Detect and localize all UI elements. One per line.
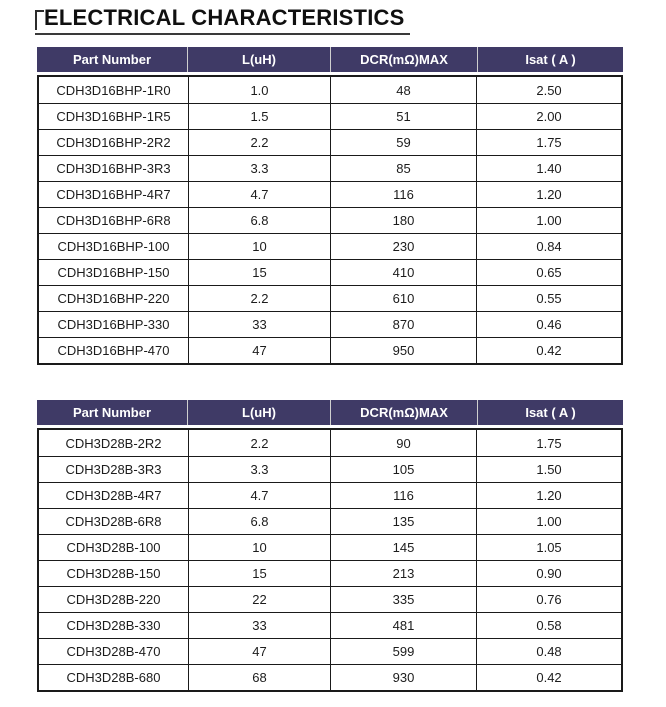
value-cell: 950 <box>330 338 476 363</box>
table-header-row <box>37 47 623 72</box>
value-cell: 135 <box>330 509 476 534</box>
part-number-cell: CDH3D28B-4R7 <box>65 488 162 503</box>
column-header: L(uH) <box>187 47 330 72</box>
column-header: Part Number <box>72 52 152 67</box>
value-cell: 68 <box>188 665 330 690</box>
table-row <box>39 586 621 612</box>
value-cell: 2.00 <box>476 104 621 129</box>
table-row <box>39 77 621 103</box>
value-cell: 1.75 <box>476 130 621 155</box>
table-row <box>39 103 621 129</box>
table-row <box>39 456 621 482</box>
value-cell: 1.0 <box>188 77 330 103</box>
part-number-cell: CDH3D28B-470 <box>66 644 161 659</box>
table-row <box>39 311 621 337</box>
value-cell: 4.7 <box>188 182 330 207</box>
value-cell: 1.00 <box>476 208 621 233</box>
value-cell: 0.48 <box>476 639 621 664</box>
value-cell: 0.65 <box>476 260 621 285</box>
table-row <box>39 207 621 233</box>
value-cell: 3.3 <box>188 156 330 181</box>
value-cell: 4.7 <box>188 483 330 508</box>
value-cell: 0.42 <box>476 665 621 690</box>
value-cell: 0.42 <box>476 338 621 363</box>
value-cell: 105 <box>330 457 476 482</box>
value-cell: 2.2 <box>188 130 330 155</box>
value-cell: 1.40 <box>476 156 621 181</box>
column-header: DCR(mΩ)MAX <box>330 47 477 72</box>
electrical-characteristics-table-cdh3d16bhp <box>37 47 623 365</box>
part-number-cell: CDH3D28B-3R3 <box>65 462 162 477</box>
part-number-cell: CDH3D28B-220 <box>66 592 161 607</box>
value-cell: 1.05 <box>476 535 621 560</box>
value-cell: 2.2 <box>188 430 330 456</box>
value-cell: 22 <box>188 587 330 612</box>
table-row <box>39 482 621 508</box>
part-number-cell: CDH3D16BHP-1R0 <box>56 82 171 98</box>
table-row <box>39 233 621 259</box>
value-cell: 47 <box>188 639 330 664</box>
column-header: Part Number <box>72 405 152 420</box>
table-row <box>39 430 621 456</box>
value-cell: 85 <box>330 156 476 181</box>
value-cell: 0.90 <box>476 561 621 586</box>
part-number-cell: CDH3D28B-150 <box>66 566 161 581</box>
value-cell: 1.20 <box>476 483 621 508</box>
table-row <box>39 259 621 285</box>
value-cell: 0.58 <box>476 613 621 638</box>
table-row <box>39 638 621 664</box>
value-cell: 599 <box>330 639 476 664</box>
value-cell: 3.3 <box>188 457 330 482</box>
value-cell: 0.76 <box>476 587 621 612</box>
table-row <box>39 664 621 690</box>
table-row <box>39 155 621 181</box>
part-number-cell: CDH3D28B-2R2 <box>65 435 162 451</box>
part-number-cell: CDH3D28B-680 <box>66 670 161 685</box>
part-number-cell: CDH3D16BHP-150 <box>57 265 170 280</box>
value-cell: 1.20 <box>476 182 621 207</box>
part-number-cell: CDH3D16BHP-4R7 <box>56 187 171 202</box>
value-cell: 15 <box>188 561 330 586</box>
value-cell: 48 <box>330 77 476 103</box>
value-cell: 0.46 <box>476 312 621 337</box>
column-header: DCR(mΩ)MAX <box>330 400 477 425</box>
value-cell: 33 <box>188 312 330 337</box>
part-number-cell: CDH3D16BHP-6R8 <box>56 213 171 228</box>
page-title: ELECTRICAL CHARACTERISTICS <box>44 5 405 30</box>
value-cell: 145 <box>330 535 476 560</box>
value-cell: 213 <box>330 561 476 586</box>
value-cell: 1.75 <box>476 430 621 456</box>
part-number-cell: CDH3D28B-6R8 <box>65 514 162 529</box>
value-cell: 33 <box>188 613 330 638</box>
table-row <box>39 534 621 560</box>
value-cell: 51 <box>330 104 476 129</box>
part-number-cell: CDH3D16BHP-470 <box>57 343 170 358</box>
table-row <box>39 181 621 207</box>
table-body <box>37 75 623 365</box>
column-header: L(uH) <box>187 400 330 425</box>
table-row <box>39 285 621 311</box>
section-title-block <box>35 4 410 35</box>
value-cell: 0.84 <box>476 234 621 259</box>
value-cell: 90 <box>330 430 476 456</box>
corner-bracket-icon <box>35 10 44 30</box>
value-cell: 230 <box>330 234 476 259</box>
value-cell: 6.8 <box>188 208 330 233</box>
value-cell: 15 <box>188 260 330 285</box>
value-cell: 410 <box>330 260 476 285</box>
value-cell: 0.55 <box>476 286 621 311</box>
value-cell: 610 <box>330 286 476 311</box>
value-cell: 2.2 <box>188 286 330 311</box>
table-row <box>39 612 621 638</box>
value-cell: 481 <box>330 613 476 638</box>
value-cell: 116 <box>330 182 476 207</box>
column-header: Isat ( A ) <box>477 400 623 425</box>
table-body <box>37 428 623 692</box>
value-cell: 10 <box>188 535 330 560</box>
table-row <box>39 560 621 586</box>
part-number-cell: CDH3D28B-330 <box>66 618 161 633</box>
value-cell: 2.50 <box>476 77 621 103</box>
part-number-cell: CDH3D16BHP-3R3 <box>56 161 171 176</box>
part-number-cell: CDH3D16BHP-330 <box>57 317 170 332</box>
electrical-characteristics-table-cdh3d28b <box>37 400 623 692</box>
value-cell: 10 <box>188 234 330 259</box>
value-cell: 930 <box>330 665 476 690</box>
table-row <box>39 337 621 363</box>
table-row <box>39 129 621 155</box>
value-cell: 870 <box>330 312 476 337</box>
part-number-cell: CDH3D16BHP-220 <box>57 291 170 306</box>
value-cell: 59 <box>330 130 476 155</box>
value-cell: 1.00 <box>476 509 621 534</box>
table-header-row <box>37 400 623 425</box>
value-cell: 6.8 <box>188 509 330 534</box>
value-cell: 180 <box>330 208 476 233</box>
part-number-cell: CDH3D28B-100 <box>66 540 161 555</box>
part-number-cell: CDH3D16BHP-1R5 <box>56 109 171 124</box>
value-cell: 335 <box>330 587 476 612</box>
column-header: Isat ( A ) <box>477 47 623 72</box>
value-cell: 1.5 <box>188 104 330 129</box>
part-number-cell: CDH3D16BHP-100 <box>57 239 170 254</box>
value-cell: 47 <box>188 338 330 363</box>
table-row <box>39 508 621 534</box>
value-cell: 116 <box>330 483 476 508</box>
value-cell: 1.50 <box>476 457 621 482</box>
part-number-cell: CDH3D16BHP-2R2 <box>56 135 171 150</box>
